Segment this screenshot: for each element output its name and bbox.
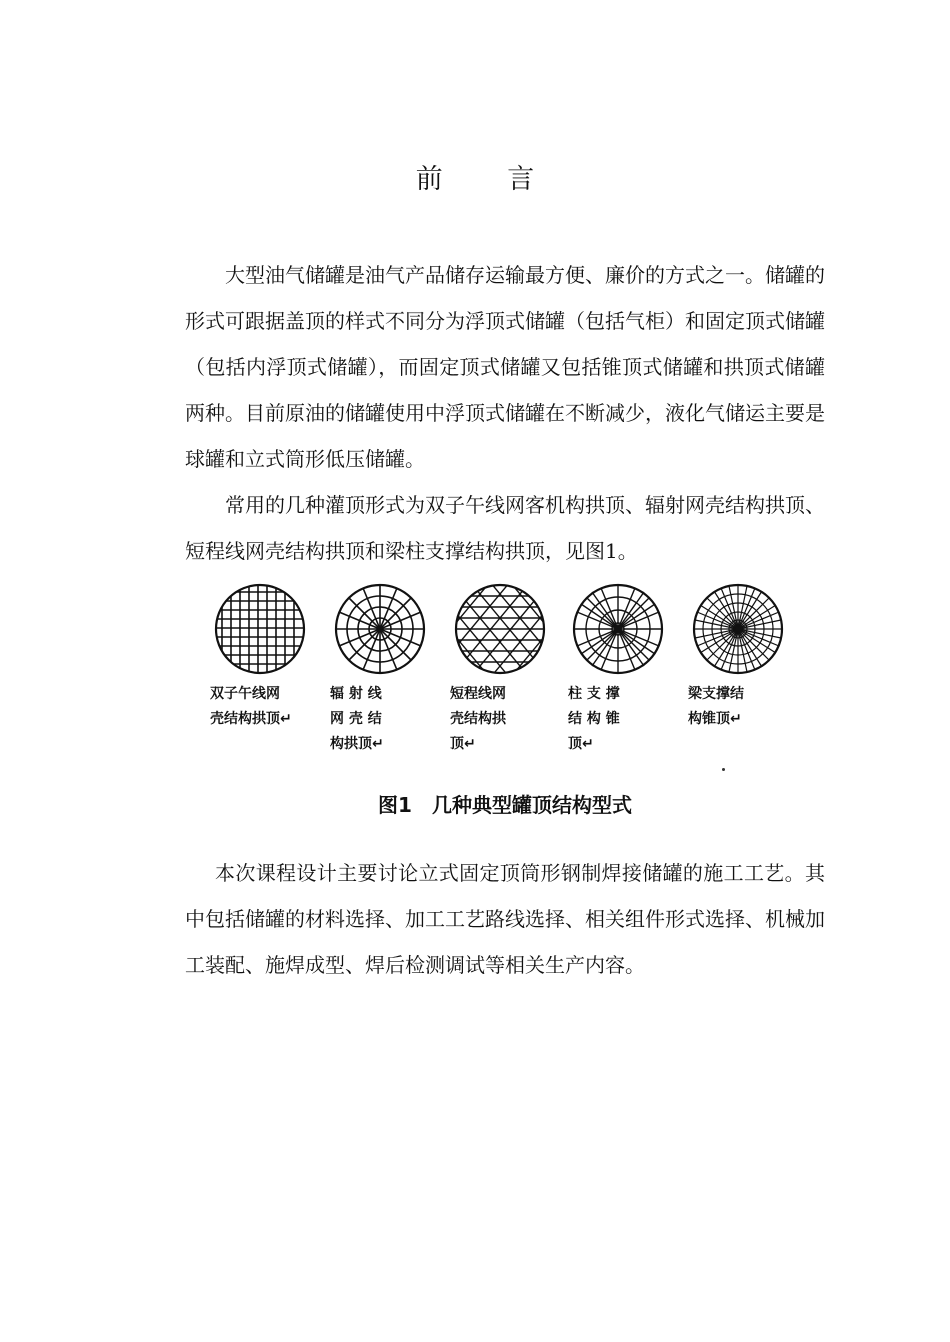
figure-caption: 图1 几种典型罐顶结构型式	[378, 793, 632, 817]
figure-item-label: 梁支撑结 构锥顶↵	[688, 686, 744, 727]
figure-item-label: 辐 射 线 网 壳 结 构拱顶↵	[330, 686, 384, 752]
paragraph-roof-types: 常用的几种灌顶形式为双子午线网客机构拱顶、辐射网壳结构拱顶、短程线网壳结构拱顶和梁柱支撑结构拱顶，见图1。	[185, 493, 825, 563]
figure-item-label: 双子午线网 壳结构拱顶↵	[210, 686, 292, 727]
speck-mark	[722, 768, 725, 771]
paragraph-intro: 大型油气储罐是油气产品储存运输最方便、廉价的方式之一。储罐的形式可跟据盖顶的样式不同分为浮顶式储罐（包括气柜）和固定顶式储罐（包括内浮顶式储罐），而固定顶式储罐又包括锥顶式储罐和拱顶式储罐两种。目前原油的储罐使用中浮顶式储罐在不断减少，液化气储运主要是球罐和立式筒形低压储罐。	[185, 263, 825, 471]
column-supported-cone-icon	[568, 582, 668, 678]
beam-supported-cone-icon	[688, 582, 788, 678]
page-title: 前 言	[415, 164, 563, 195]
figure-item-dual-meridian	[210, 582, 320, 732]
figure-item-label: 柱 支 撑 结 构 锥 顶↵	[568, 686, 620, 752]
radial-net-dome-icon	[330, 582, 430, 678]
figure-roof-structures	[205, 582, 805, 832]
paragraph-scope: 本次课程设计主要讨论立式固定顶筒形钢制焊接储罐的施工工艺。其中包括储罐的材料选择、加工工艺路线选择、相关组件形式选择、机械加工装配、施焊成型、焊后检测调试等相关生产内容。	[185, 861, 825, 977]
figure-item-beam-supported	[688, 582, 798, 732]
figure-item-radial-net	[330, 582, 440, 757]
geodesic-net-dome-icon	[450, 582, 550, 678]
dual-meridian-grid-dome-icon	[210, 582, 310, 678]
figure-item-label: 短程线网 壳结构拱 顶↵	[450, 686, 506, 752]
figure-item-geodesic-net	[450, 582, 560, 757]
figure-item-column-supported	[568, 582, 678, 757]
